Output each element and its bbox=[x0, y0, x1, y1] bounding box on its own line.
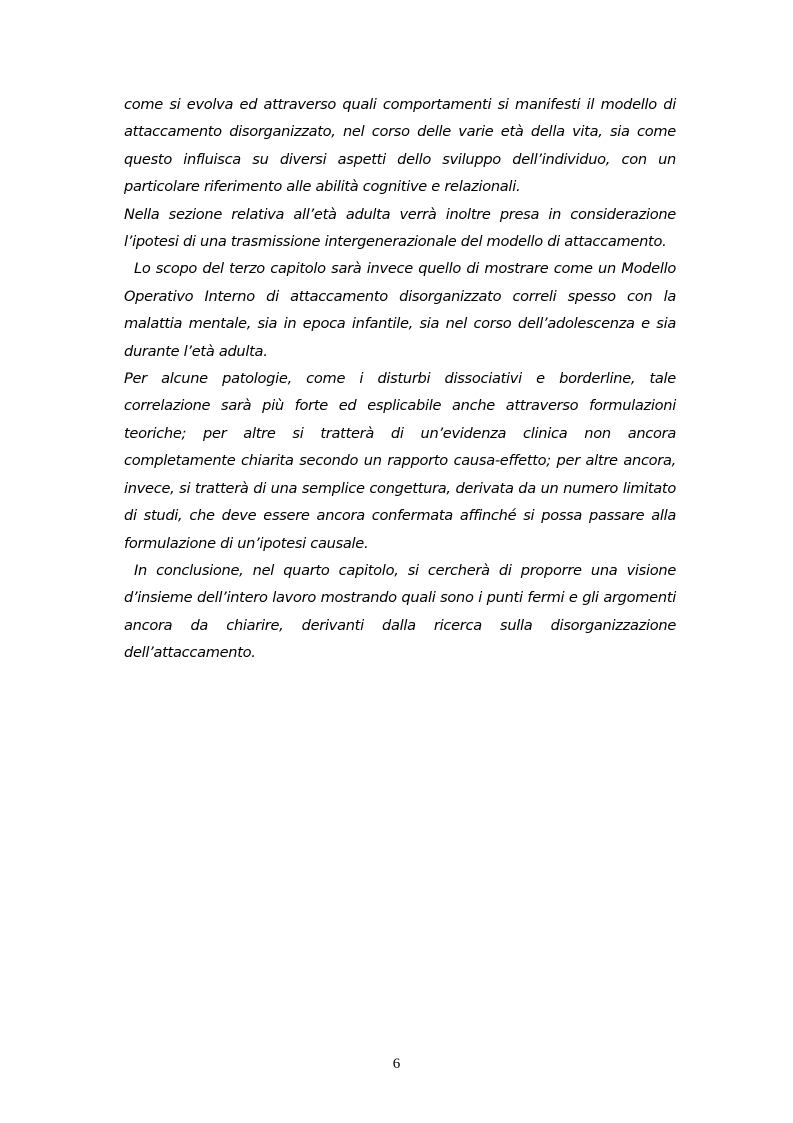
body-text bbox=[124, 91, 676, 667]
paragraph-1: come si evolva ed attraverso quali comportamenti si manifesti il modello di attaccamento disorganizzato, nel corso delle varie età della vita, sia come questo influisca su diversi aspetti dello sviluppo dell’individuo, con un particolare riferimento alle abilità cognitive e relazionali. bbox=[124, 96, 676, 196]
paragraph-3: Lo scopo del terzo capitolo sarà invece quello di mostrare come un Modello Operativo Interno di attaccamento disorganizzato correli spesso con la malattia mentale, sia in epoca infantile, sia nel corso dell’adolescenza e sia durante l’età adulta. bbox=[124, 260, 676, 360]
paragraph-2: Nella sezione relativa all’età adulta verrà inoltre presa in considerazione l’ipotesi di una trasmissione intergenerazionale del modello di attaccamento. bbox=[124, 205, 676, 251]
paragraph-5: In conclusione, nel quarto capitolo, si cercherà di proporre una visione d’insieme dell’intero lavoro mostrando quali sono i punti fermi e gli argomenti ancora da chiarire, derivanti dalla ricerca sulla disorganizzazione dell’attaccamento. bbox=[124, 561, 676, 662]
page-number: 6 bbox=[392, 1056, 401, 1072]
paragraph-4: Per alcune patologie, come i disturbi dissociativi e borderline, tale correlazione sarà più forte ed esplicabile anche attraverso formulazioni teoriche; per altre si tratterà di un’evidenza clinica non ancora completamente chiarita secondo un rapporto causa-effetto; per altre ancora, invece, si tratterà di una semplice congettura, derivata da un numero limitato di studi, che deve essere ancora confermata affinché si possa passare alla formulazione di un’ipotesi causale. bbox=[124, 370, 676, 552]
